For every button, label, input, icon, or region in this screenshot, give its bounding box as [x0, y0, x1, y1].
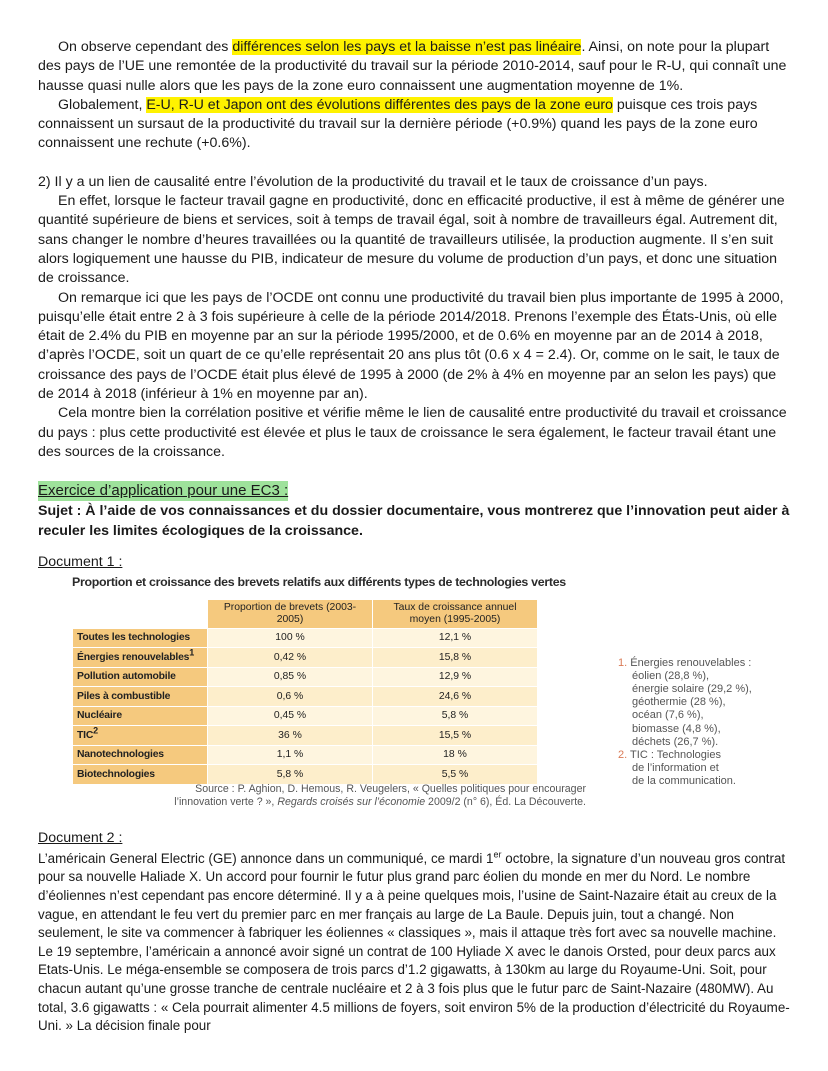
text: On observe cependant des — [58, 39, 233, 55]
document-page — [38, 38, 790, 1036]
cell-proportion: 0,42 % — [208, 648, 373, 668]
text: octobre, la signature d’un nouveau gros contrat pour sa nouvelle Haliade X. Un accord pour fournir le futur plus grand parc éolien du monde en mer du Nord. Le nombre d’éoliennes n’est cependant pas encore déterminé. Il y a à peine quelques mois, l’usine de Saint-Nazaire était au creux de la vague, en attendant le feu vert du premier parc en mer français au large de La Baule. Depuis juin, tout a changé. Non seulement, le site va commencer à fabriquer les éoliennes « classiques », mais il attaque très fort avec sa nouvelle machine. Le 19 septembre, l’américain a annoncé avoir signé un contrat de 100 Hyliade X avec le danois Orsted, pour deux parcs aux Etats-Unis. Le méga-ensemble se composera de trois parcs d’1.2 gigawatts, à 130km au large du Royaume-Uni. Soit, pour chacun autant qu’une grosse tranche de centrale nucléaire et 2 à 3 fois plus que le futur parc de Saint-Nazaire (480MW). Au total, 3.6 gigawatts : « Cela pourrait alimenter 4.5 millions de foyers, soit environ 5% de la production d’électricité du Royaume-Uni. » La décision finale pour — [38, 850, 790, 1034]
table-row — [73, 706, 538, 726]
table-title: Proportion et croissance des brevets relatifs aux différents types de technologies vertes — [72, 574, 566, 589]
label-text: Document 1 — [38, 554, 115, 571]
document-2 — [38, 850, 790, 1036]
footnote-marker: 2 — [93, 725, 98, 736]
note-number: 1. — [618, 656, 628, 669]
cell-taux: 24,6 % — [373, 687, 538, 707]
row-label — [73, 765, 208, 785]
note-line: biomasse (4,8 %), — [632, 722, 721, 735]
source-line: Source : P. Aghion, D. Hemous, R. Veugelers, « Quelles politiques pour encourager — [195, 782, 586, 795]
text: Globalement, — [58, 96, 147, 113]
patents-table — [72, 599, 538, 785]
source-text: l’innovation verte ? », — [174, 795, 278, 808]
table-row — [73, 765, 538, 785]
text: L’américain General Electric (GE) annonce dans un communiqué, ce mardi 1 — [38, 850, 494, 866]
note-line: éolien (28,8 %), — [632, 669, 710, 682]
cell-taux: 15,5 % — [373, 726, 538, 746]
cell-proportion: 100 % — [208, 628, 373, 648]
table-row — [73, 667, 538, 687]
row-label-text: Énergies renouvelables — [77, 651, 190, 663]
table-row — [73, 628, 538, 648]
table-source — [118, 783, 586, 809]
row-label-text: Nanotechnologies — [77, 749, 164, 761]
note-line: de l’information et — [632, 762, 719, 775]
label-suffix: : — [114, 554, 123, 571]
paragraph-en-effet: En effet, lorsque le facteur travail gagne en productivité, donc en efficacité productive, il est à même de générer une quantité supérieure de biens et services, soit à temps de travail égal, soit à nombre de travailleurs égal. Autrement dit, sans changer le nombre d’heures travaillées ou la quantité de travailleurs utilisée, la production augmente. Il s’en suit alors logiquement une hausse du PIB, indicateur de mesure du volume de production d’un pays, et donc une situation de croissance. — [38, 193, 785, 287]
cell-proportion: 1,1 % — [208, 745, 373, 765]
note-line: océan (7,6 %), — [632, 709, 704, 722]
table-notes — [618, 657, 778, 789]
text: puisque ces trois pays connaissent un sursaut de la productivité du travail sur la dernière période (+0.9%) quand les pays de la zone euro connaissent une rechute (+0.6%). — [38, 96, 758, 152]
row-label — [73, 745, 208, 765]
row-label — [73, 726, 208, 746]
cell-taux: 15,8 % — [373, 648, 538, 668]
note-number: 2. — [618, 748, 628, 761]
cell-proportion: 0,85 % — [208, 667, 373, 687]
row-label-text: Nucléaire — [77, 710, 122, 722]
column-header-proportion: Proportion de brevets (2003-2005) — [208, 599, 373, 628]
document-1-figure — [38, 573, 790, 821]
paragraph-point-2: 2) Il y a un lien de causalité entre l’évolution de la productivité du travail et le taux de croissance d’un pays. — [38, 173, 708, 190]
cell-taux: 18 % — [373, 745, 538, 765]
row-label-text: TIC — [77, 729, 94, 741]
row-label-text: Toutes les technologies — [77, 632, 190, 644]
note-2 — [618, 749, 778, 789]
text: . Ainsi, on note pour la plupart des pays de l’UE une remontée de la productivité du travail sur la période 2010-2014, sauf pour le R-U, qui connaît une hausse quasi nulle alors que les pays de la zone euro connaissent une augmentation moyenne de 1%. — [38, 39, 787, 94]
table-row — [73, 745, 538, 765]
paragraph-globalement — [38, 96, 790, 154]
row-label-text: Pollution automobile — [77, 671, 176, 683]
sujet: Sujet : À l’aide de vos connaissances et du dossier documentaire, vous montrerez que l’innovation peut aider à reculer les limites écologiques de la croissance. — [38, 503, 790, 540]
note-line: de la communication. — [632, 775, 736, 788]
note-line: géothermie (28 %), — [632, 696, 726, 709]
row-label-text: Piles à combustible — [77, 690, 171, 702]
cell-taux: 12,9 % — [373, 667, 538, 687]
paragraph-differences — [38, 38, 790, 96]
label-suffix: : — [114, 829, 123, 846]
row-label-text: Biotechnologies — [77, 768, 155, 780]
label-text: Document 2 — [38, 829, 115, 846]
row-label — [73, 687, 208, 707]
superscript: er — [493, 849, 502, 860]
source-text: 2009/2 (n° 6), Éd. La Découverte. — [425, 795, 586, 808]
row-label — [73, 628, 208, 648]
row-label — [73, 648, 208, 668]
document-2-label — [38, 829, 790, 848]
note-line: déchets (26,7 %). — [632, 735, 719, 748]
note-line: Énergies renouvelables : — [630, 656, 752, 669]
cell-proportion: 0,45 % — [208, 706, 373, 726]
footnote-marker: 1 — [189, 647, 195, 658]
paragraph-correlation: Cela montre bien la corrélation positive et vérifie même le lien de causalité entre productivité du travail et croissance du pays : plus cette productivité est élevée et plus le taux de croissance le sera également, le facteur travail étant une des sources de la croissance. — [38, 405, 787, 460]
table-row — [73, 726, 538, 746]
highlighted-text: différences selon les pays et la baisse n’est pas linéaire — [232, 39, 582, 55]
paragraph-ocde: On remarque ici que les pays de l’OCDE ont connu une productivité du travail bien plus importante de 1995 à 2000, puisqu’elle était entre 2 à 3 fois supérieure à celle de la période 2014/2018. Prenons l’exemple des États-Unis, où elle était de 2.4% du PIB en moyenne par an sur la période 1995/2000, et de 0.6% en moyenne par an de 2014 à 2018, d’après l’OCDE, soit un quart de ce qu’elle représentait 20 ans plus tôt (0.6 x 4 = 2.4). Or, comme on le sait, le taux de croissance des pays de l’OCDE était plus élevé de 1995 à 2000 (de 2% à 4% en moyenne par an selon les pays) que de 2014 à 2018 (inférieur à 1% en moyenne par an). — [38, 289, 784, 403]
source-line — [118, 796, 586, 809]
note-line: énergie solaire (29,2 %), — [632, 682, 752, 695]
table-row — [73, 648, 538, 668]
row-label — [73, 706, 208, 726]
cell-proportion: 36 % — [208, 726, 373, 746]
cell-proportion: 0,6 % — [208, 687, 373, 707]
cell-taux: 12,1 % — [373, 628, 538, 648]
cell-taux: 5,8 % — [373, 706, 538, 726]
highlighted-text: E-U, R-U et Japon ont des évolutions différentes des pays de la zone euro — [146, 96, 613, 113]
row-label — [73, 667, 208, 687]
exercise-title: Exercice d’application pour une EC3 : — [38, 482, 289, 500]
cell-taux: 5,5 % — [373, 765, 538, 785]
cell-proportion: 5,8 % — [208, 765, 373, 785]
column-header-taux: Taux de croissance annuel moyen (1995-2005) — [373, 599, 538, 628]
document-2-text — [38, 850, 790, 1036]
note-1 — [618, 657, 778, 749]
table-corner — [73, 599, 208, 628]
note-line: TIC : Technologies — [630, 748, 721, 761]
table-row — [73, 687, 538, 707]
source-journal: Regards croisés sur l’économie — [277, 795, 426, 808]
document-1-label — [38, 553, 790, 572]
